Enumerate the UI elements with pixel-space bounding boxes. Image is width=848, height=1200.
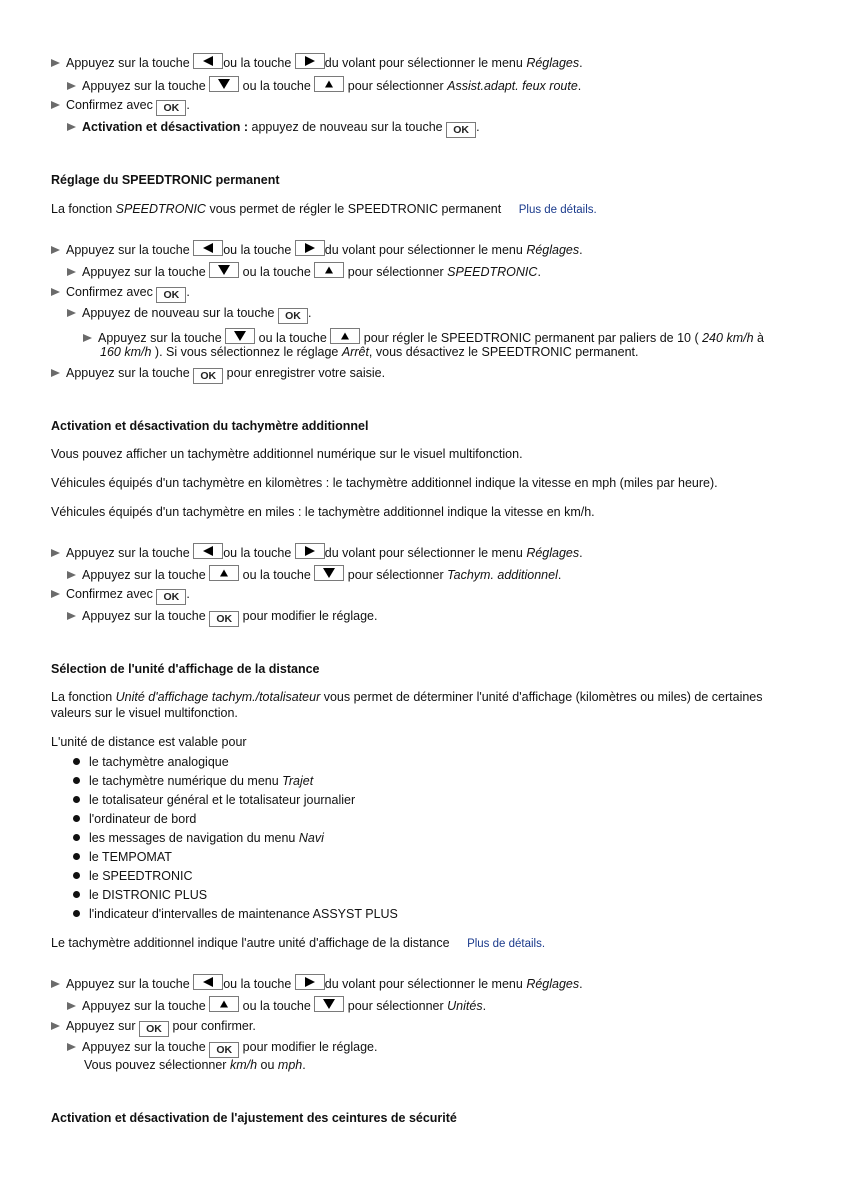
list-item: les messages de navigation du menu Navi (73, 830, 324, 847)
left-key-icon (193, 974, 223, 990)
tachy-paragraph-2: Véhicules équipés d'un tachymètre en kilomètres : le tachymètre additionnel indique la vitesse en mph (miles par heure). (51, 476, 718, 490)
substep-choose-units: Vous pouvez sélectionner km/h ou mph. (84, 1058, 306, 1072)
section-heading-tachy: Activation et désactivation du tachymètre additionnel (51, 419, 369, 433)
right-key-icon (295, 240, 325, 256)
section-heading-belts: Activation et désactivation de l'ajustement des ceintures de sécurité (51, 1111, 457, 1125)
step-arrow-icon (51, 101, 60, 109)
step-confirm: Confirmez avec OK . (51, 586, 190, 605)
ok-key-icon: OK (156, 287, 186, 303)
units-other-unit: Le tachymètre additionnel indique l'autre unité d'affichage de la distance Plus de détails. (51, 936, 546, 950)
bullet-icon (73, 853, 80, 860)
bullet-icon (73, 758, 80, 765)
substep-select-item: Appuyez sur la touche ou la touche pour sélectionner Tachym. additionnel. (67, 565, 561, 584)
section-heading-speedtronic: Réglage du SPEEDTRONIC permanent (51, 173, 280, 187)
substep-select-item: Appuyez sur la touche ou la touche pour sélectionner Assist.adapt. feux route. (67, 76, 581, 95)
step-arrow-icon (51, 549, 60, 557)
list-item: le tachymètre numérique du menu Trajet (73, 773, 313, 790)
left-key-icon (193, 543, 223, 559)
step-confirm: Appuyez sur OK pour confirmer. (51, 1018, 256, 1037)
step-arrow-icon (67, 1043, 76, 1051)
right-key-icon (295, 53, 325, 69)
right-key-icon (295, 543, 325, 559)
step-arrow-icon (51, 980, 60, 988)
up-key-icon (314, 76, 344, 92)
list-item: l'indicateur d'intervalles de maintenance ASSYST PLUS (73, 906, 398, 923)
bullet-icon (73, 815, 80, 822)
more-details-link[interactable]: Plus de détails (467, 938, 542, 950)
up-key-icon (314, 262, 344, 278)
units-intro: La fonction Unité d'affichage tachym./totalisateur vous permet de déterminer l'unité d'affichage (kilomètres ou miles) de certaines (51, 690, 763, 704)
ok-key-icon: OK (446, 122, 476, 138)
more-details-link[interactable]: Plus de détails (518, 204, 594, 216)
ok-key-icon: OK (209, 1042, 239, 1058)
substep-select-item: Appuyez sur la touche ou la touche pour sélectionner Unités. (67, 996, 486, 1015)
step-arrow-icon (51, 369, 60, 377)
substep-press-again: Appuyez de nouveau sur la touche OK . (67, 305, 311, 324)
ok-key-icon: OK (156, 100, 186, 116)
bullet-icon (73, 872, 80, 879)
step-arrow-icon (51, 59, 60, 67)
step-arrow-icon (51, 246, 60, 254)
step-select-menu: Appuyez sur la touche ou la touche du volant pour sélectionner le menu Réglages. (51, 53, 583, 72)
section-heading-units: Sélection de l'unité d'affichage de la distance (51, 662, 320, 676)
step-arrow-icon (67, 82, 76, 90)
substep-select-item: Appuyez sur la touche ou la touche pour sélectionner SPEEDTRONIC. (67, 262, 541, 281)
ok-key-icon: OK (156, 589, 186, 605)
up-key-icon (209, 996, 239, 1012)
step-arrow-icon (67, 612, 76, 620)
step-arrow-icon (51, 590, 60, 598)
step-arrow-icon (67, 123, 76, 131)
list-item: le totalisateur général et le totalisateur journalier (73, 792, 355, 809)
list-item: le DISTRONIC PLUS (73, 887, 207, 904)
step-save: Appuyez sur la touche OK pour enregistrer votre saisie. (51, 365, 385, 384)
bullet-icon (73, 777, 80, 784)
up-key-icon (330, 328, 360, 344)
ok-key-icon: OK (139, 1021, 169, 1037)
step-confirm: Confirmez avec OK . (51, 284, 190, 303)
ok-key-icon: OK (278, 308, 308, 324)
bullet-icon (73, 834, 80, 841)
subsubstep-adjust: Appuyez sur la touche ou la touche pour régler le SPEEDTRONIC permanent par paliers de 10 ( 240 km/h à (83, 328, 764, 347)
step-arrow-icon (67, 268, 76, 276)
ok-key-icon: OK (209, 611, 239, 627)
left-key-icon (193, 53, 223, 69)
bullet-icon (73, 910, 80, 917)
units-intro-cont: valeurs sur le visuel multifonction. (51, 706, 238, 720)
down-key-icon (209, 262, 239, 278)
substep-modify: Appuyez sur la touche OK pour modifier le réglage. (67, 1039, 377, 1058)
left-key-icon (193, 240, 223, 256)
down-key-icon (314, 565, 344, 581)
down-key-icon (314, 996, 344, 1012)
step-arrow-icon (51, 1022, 60, 1030)
list-item: le tachymètre analogique (73, 754, 229, 771)
step-confirm: Confirmez avec OK . (51, 97, 190, 116)
step-select-menu: Appuyez sur la touche ou la touche du volant pour sélectionner le menu Réglages. (51, 543, 583, 562)
tachy-paragraph-3: Véhicules équipés d'un tachymètre en miles : le tachymètre additionnel indique la vitesse en km/h. (51, 505, 595, 519)
step-arrow-icon (67, 1002, 76, 1010)
list-item: le TEMPOMAT (73, 849, 172, 866)
step-select-menu: Appuyez sur la touche ou la touche du volant pour sélectionner le menu Réglages. (51, 240, 583, 259)
bullet-icon (73, 891, 80, 898)
units-valid-for: L'unité de distance est valable pour (51, 735, 247, 749)
bullet-icon (73, 796, 80, 803)
down-key-icon (209, 76, 239, 92)
step-select-menu: Appuyez sur la touche ou la touche du volant pour sélectionner le menu Réglages. (51, 974, 583, 993)
step-arrow-icon (51, 288, 60, 296)
right-key-icon (295, 974, 325, 990)
speedtronic-intro: La fonction SPEEDTRONIC vous permet de régler le SPEEDTRONIC permanent Plus de détails. (51, 202, 597, 216)
step-arrow-icon (67, 309, 76, 317)
down-key-icon (225, 328, 255, 344)
ok-key-icon: OK (193, 368, 223, 384)
step-arrow-icon (67, 571, 76, 579)
list-item: le SPEEDTRONIC (73, 868, 193, 885)
substep-modify: Appuyez sur la touche OK pour modifier le réglage. (67, 608, 377, 627)
subsubstep-adjust-cont: 160 km/h ). Si vous sélectionnez le réglage Arrêt, vous désactivez le SPEEDTRONIC permanent. (100, 345, 639, 359)
tachy-paragraph-1: Vous pouvez afficher un tachymètre additionnel numérique sur le visuel multifonction. (51, 447, 523, 461)
step-arrow-icon (83, 334, 92, 342)
substep-activation: Activation et désactivation : appuyez de nouveau sur la touche OK . (67, 119, 480, 138)
list-item: l'ordinateur de bord (73, 811, 196, 828)
up-key-icon (209, 565, 239, 581)
